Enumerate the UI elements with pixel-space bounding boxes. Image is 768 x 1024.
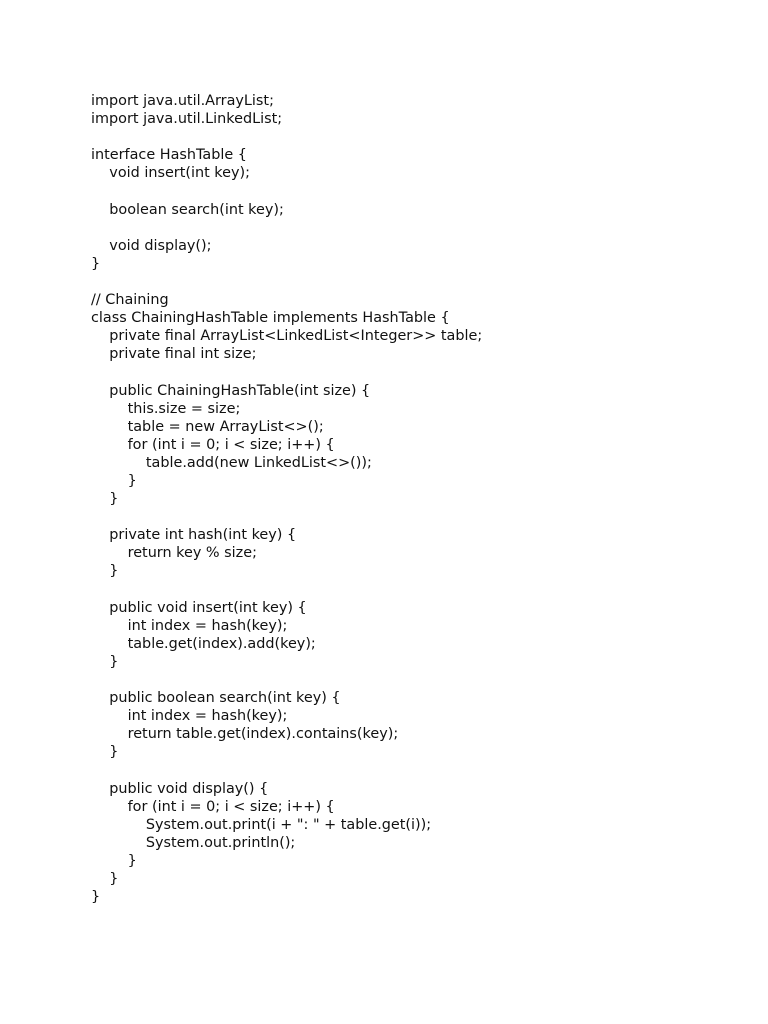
code-line bbox=[91, 671, 482, 689]
code-line: table.add(new LinkedList<>()); bbox=[91, 454, 372, 471]
code-line: return table.get(index).contains(key); bbox=[91, 726, 399, 743]
code-line: import java.util.LinkedList; bbox=[91, 111, 283, 128]
code-line: import java.util.ArrayList; bbox=[91, 93, 274, 109]
code-line bbox=[91, 182, 482, 200]
code-line: for (int i = 0; i < size; i++) { bbox=[91, 798, 335, 815]
code-line bbox=[91, 761, 482, 779]
code-line: interface HashTable { bbox=[91, 147, 247, 164]
code-line: void display(); bbox=[91, 237, 212, 254]
code-line: public void display() { bbox=[91, 780, 269, 797]
code-line bbox=[91, 273, 482, 291]
code-line: int index = hash(key); bbox=[91, 708, 288, 725]
code-line: } bbox=[91, 744, 119, 761]
code-line: for (int i = 0; i < size; i++) { bbox=[91, 436, 335, 453]
code-line: table.get(index).add(key); bbox=[91, 635, 316, 652]
code-line: } bbox=[91, 255, 101, 272]
code-line: int index = hash(key); bbox=[91, 617, 288, 634]
code-line: // Chaining bbox=[91, 292, 169, 309]
code-line: table = new ArrayList<>(); bbox=[91, 418, 324, 435]
code-line: private final ArrayList<LinkedList<Integer>> table; bbox=[91, 328, 483, 345]
code-line: } bbox=[91, 491, 119, 508]
code-line bbox=[91, 363, 482, 381]
code-line: } bbox=[91, 472, 137, 489]
code-line: this.size = size; bbox=[91, 400, 241, 417]
code-line: } bbox=[91, 563, 119, 580]
code-line bbox=[91, 219, 482, 237]
code-line: System.out.print(i + ": " + table.get(i)); bbox=[91, 816, 432, 833]
code-line: void insert(int key); bbox=[91, 165, 250, 182]
code-line: } bbox=[91, 653, 119, 670]
code-line: return key % size; bbox=[91, 545, 257, 562]
code-line bbox=[91, 508, 482, 526]
code-line: private int hash(int key) { bbox=[91, 527, 297, 544]
code-line bbox=[91, 581, 482, 599]
code-line: public boolean search(int key) { bbox=[91, 690, 341, 707]
code-block bbox=[91, 92, 482, 906]
code-line: class ChainingHashTable implements HashTable { bbox=[91, 310, 450, 327]
code-line bbox=[91, 128, 482, 146]
code-line: private final int size; bbox=[91, 346, 257, 363]
code-line: public void insert(int key) { bbox=[91, 599, 307, 616]
code-line: public ChainingHashTable(int size) { bbox=[91, 382, 371, 399]
code-line: } bbox=[91, 871, 119, 888]
code-line: boolean search(int key); bbox=[91, 201, 284, 218]
code-line: } bbox=[91, 852, 137, 869]
code-line: System.out.println(); bbox=[91, 834, 296, 851]
code-line: } bbox=[91, 889, 101, 906]
